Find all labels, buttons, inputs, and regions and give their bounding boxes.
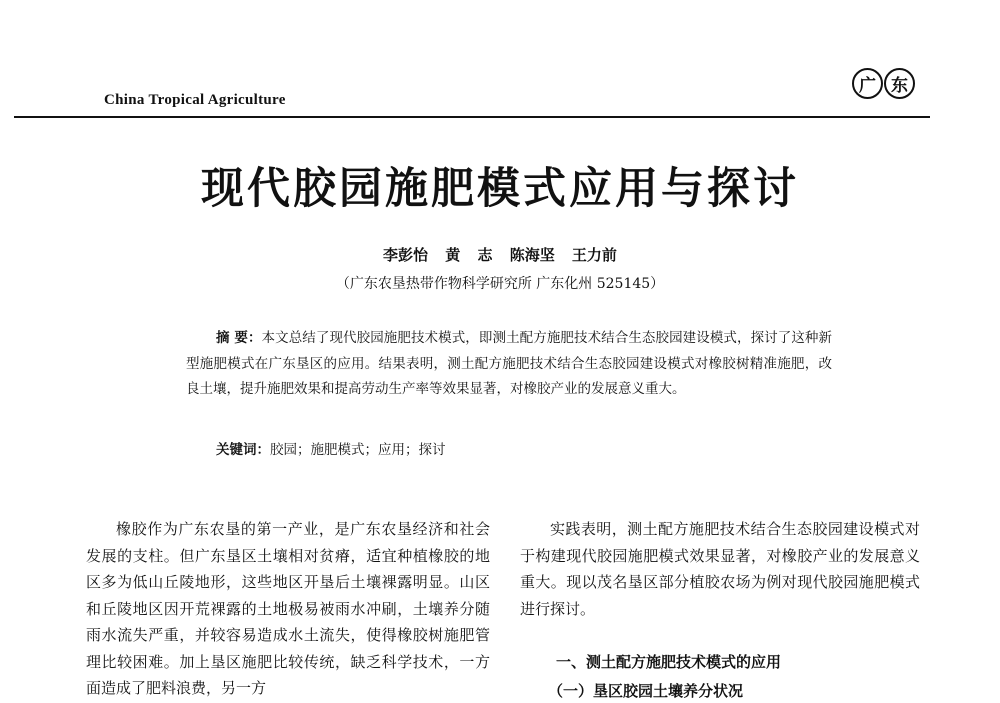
journal-name: China Tropical Agriculture [104,92,286,108]
keywords-label: 关键词： [216,442,270,458]
province-badge [852,68,915,99]
subsection-heading: （一）垦区胶园土壤养分状况 [548,682,744,700]
article-title: 现代胶园施肥模式应用与探讨 [201,164,799,214]
header-rule [14,116,930,118]
authors: 李彭怡 黄 志 陈海坚 王力前 [383,246,617,264]
abstract-text: 本文总结了现代胶园施肥技术模式，即测土配方施肥技术结合生态胶园建设模式，探讨了这种新型施肥模式在广东垦区的应用。结果表明，测土配方施肥技术结合生态胶园建设模式对橡胶树精准施肥，改良土壤，提升施肥效果和提高劳动生产率等效果显著，对橡胶产业的发展意义重大。 [186,330,833,397]
right-column [520,516,920,622]
body-paragraph: 橡胶作为广东农垦的第一产业，是广东农垦经济和社会发展的支柱。但广东垦区土壤相对贫瘠，适宜种植橡胶的地区多为低山丘陵地形，这些地区开垦后土壤裸露明显。山区和丘陵地区因开荒裸露的土地极易被雨水冲刷，土壤养分随雨水流失严重，并较容易造成水土流失，使得橡胶树施肥管理比较困难。加上垦区施肥比较传统，缺乏科学技术，一方面造成了肥料浪费，另一方 [86,520,490,697]
body-paragraph: 实践表明，测土配方施肥技术结合生态胶园建设模式对于构建现代胶园施肥模式效果显著，对橡胶产业的发展意义重大。现以茂名垦区部分植胶农场为例对现代胶园施肥模式进行探讨。 [520,520,920,618]
section-heading: 一、测土配方施肥技术模式的应用 [556,653,782,671]
abstract [186,326,832,403]
badge-char-1: 广 [852,68,883,99]
badge-char-2: 东 [884,68,915,99]
abstract-label: 摘 要： [216,330,262,346]
keywords [216,438,446,458]
left-column [86,516,490,702]
affiliation: （广东农垦热带作物科学研究所 广东化州 525145） [335,276,665,292]
keywords-text: 胶园；施肥模式；应用；探讨 [270,442,446,458]
